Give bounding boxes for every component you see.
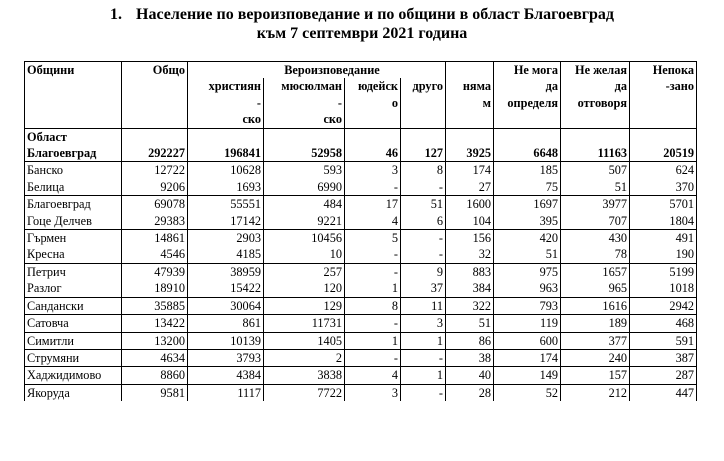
table-cell: 4185 <box>188 246 264 263</box>
table-cell: 6990 <box>264 179 345 196</box>
municipality-name: Благоевград <box>25 196 122 213</box>
header-ne-zhelaya: Не желая <box>561 62 630 79</box>
table-cell: 51 <box>401 196 446 213</box>
table-cell: 10139 <box>188 332 264 349</box>
table-cell: 8860 <box>122 367 188 384</box>
table-cell: 257 <box>264 263 345 280</box>
population-religion-table <box>24 61 697 401</box>
table-cell: 1 <box>345 280 401 297</box>
table-cell: 3977 <box>561 196 630 213</box>
municipality-name: Разлог <box>25 280 122 297</box>
municipality-name: Гърмен <box>25 230 122 247</box>
table-cell: 591 <box>630 332 697 349</box>
table-row <box>25 280 697 297</box>
table-cell: 189 <box>561 315 630 332</box>
table-cell: 174 <box>446 162 494 179</box>
region-label-row <box>25 128 697 145</box>
table-cell: 1018 <box>630 280 697 297</box>
table-cell: 46 <box>345 145 401 162</box>
table-cell: 447 <box>630 384 697 401</box>
table-cell: 1405 <box>264 332 345 349</box>
table-cell: 51 <box>494 246 561 263</box>
table-cell: 4 <box>345 367 401 384</box>
table-cell: 129 <box>264 297 345 314</box>
table-cell: 6648 <box>494 145 561 162</box>
table-cell: 38959 <box>188 263 264 280</box>
table-cell: 38 <box>446 349 494 366</box>
municipality-name: Сандански <box>25 297 122 314</box>
table-cell: 8 <box>345 297 401 314</box>
table-cell: 861 <box>188 315 264 332</box>
table-cell: 2 <box>264 349 345 366</box>
table-cell: 47939 <box>122 263 188 280</box>
table-cell: 4384 <box>188 367 264 384</box>
table-cell: 4 <box>345 213 401 230</box>
table-cell: 8 <box>401 162 446 179</box>
table-cell: 6 <box>401 213 446 230</box>
table-cell: 9206 <box>122 179 188 196</box>
municipality-rows <box>25 162 697 401</box>
table-row <box>25 332 697 349</box>
header-ne-moga: Не мога <box>494 62 561 79</box>
table-cell: 240 <box>561 349 630 366</box>
table-cell: 1804 <box>630 213 697 230</box>
table-cell: 322 <box>446 297 494 314</box>
table-cell: 15422 <box>188 280 264 297</box>
table-cell: 10 <box>264 246 345 263</box>
municipality-name: Сатовча <box>25 315 122 332</box>
table-cell: 11731 <box>264 315 345 332</box>
table-cell: 3793 <box>188 349 264 366</box>
table-title-line-1 <box>0 5 724 24</box>
table-cell: 52 <box>494 384 561 401</box>
table-cell: 78 <box>561 246 630 263</box>
table-cell: 593 <box>264 162 345 179</box>
table-cell: 1697 <box>494 196 561 213</box>
table-cell: 1117 <box>188 384 264 401</box>
table-row <box>25 315 697 332</box>
header-veroizpovedanie: Вероизповедание <box>264 62 401 79</box>
table-cell: 13422 <box>122 315 188 332</box>
table-cell: 17142 <box>188 213 264 230</box>
table-cell: 12722 <box>122 162 188 179</box>
table-cell: 965 <box>561 280 630 297</box>
table-cell: - <box>345 263 401 280</box>
table-cell: 11163 <box>561 145 630 162</box>
table-cell: 5199 <box>630 263 697 280</box>
municipality-name: Петрич <box>25 263 122 280</box>
table-cell: 11 <box>401 297 446 314</box>
table-cell: 9581 <box>122 384 188 401</box>
table-cell: 104 <box>446 213 494 230</box>
table-cell: 174 <box>494 349 561 366</box>
table-cell: 1 <box>345 332 401 349</box>
table-cell: 13200 <box>122 332 188 349</box>
table-cell: 1 <box>401 367 446 384</box>
table-cell: 149 <box>494 367 561 384</box>
header-myusyulmansko: мюсюлман <box>264 78 345 94</box>
table-cell: - <box>401 230 446 247</box>
header-row-4: ско ско <box>25 111 697 128</box>
table-cell: 377 <box>561 332 630 349</box>
table-cell: 484 <box>264 196 345 213</box>
table-cell: - <box>345 246 401 263</box>
table-cell: 69078 <box>122 196 188 213</box>
municipality-name: Гоце Делчев <box>25 213 122 230</box>
table-cell: 370 <box>630 179 697 196</box>
header-nepokazano: Непока <box>630 62 697 79</box>
municipality-name: Струмяни <box>25 349 122 366</box>
table-row <box>25 297 697 314</box>
municipality-name: Банско <box>25 162 122 179</box>
table-cell: 384 <box>446 280 494 297</box>
table-cell: 10456 <box>264 230 345 247</box>
table-cell: 196841 <box>188 145 264 162</box>
table-cell: 395 <box>494 213 561 230</box>
table-cell: 55551 <box>188 196 264 213</box>
table-cell: 51 <box>446 315 494 332</box>
table-cell: 491 <box>630 230 697 247</box>
table-cell: 86 <box>446 332 494 349</box>
table-cell: 1693 <box>188 179 264 196</box>
table-cell: 29383 <box>122 213 188 230</box>
table-cell: 1657 <box>561 263 630 280</box>
table-cell: 507 <box>561 162 630 179</box>
table-cell: - <box>345 315 401 332</box>
table-row <box>25 349 697 366</box>
table-cell: 190 <box>630 246 697 263</box>
municipality-name: Симитли <box>25 332 122 349</box>
table-cell: 468 <box>630 315 697 332</box>
region-name: Област <box>25 128 122 145</box>
table-cell: 37 <box>401 280 446 297</box>
municipality-name: Хаджидимово <box>25 367 122 384</box>
table-cell: 14861 <box>122 230 188 247</box>
table-cell: 963 <box>494 280 561 297</box>
table-cell: 707 <box>561 213 630 230</box>
header-obshto: Общо <box>122 62 188 79</box>
municipality-name: Якоруда <box>25 384 122 401</box>
table-cell: 18910 <box>122 280 188 297</box>
table-title-line-2: към 7 септември 2021 година <box>256 25 468 42</box>
table-cell: 3838 <box>264 367 345 384</box>
table-cell: 120 <box>264 280 345 297</box>
table-row <box>25 179 697 196</box>
header-yudeysko: юдейск <box>345 78 401 94</box>
table-cell: - <box>345 179 401 196</box>
table-cell: 51 <box>561 179 630 196</box>
table-cell: 420 <box>494 230 561 247</box>
table-cell: 7722 <box>264 384 345 401</box>
table-cell: 30064 <box>188 297 264 314</box>
table-cell: 40 <box>446 367 494 384</box>
table-cell: - <box>401 384 446 401</box>
table-cell: 52958 <box>264 145 345 162</box>
table-cell: 32 <box>446 246 494 263</box>
table-cell: 3 <box>345 162 401 179</box>
table-cell: 127 <box>401 145 446 162</box>
table-cell: 20519 <box>630 145 697 162</box>
table-cell: 5701 <box>630 196 697 213</box>
header-row-2: християн мюсюлман юдейск друго няма да да -зано <box>25 78 697 94</box>
table-cell: 185 <box>494 162 561 179</box>
table-cell: - <box>345 349 401 366</box>
table-row <box>25 162 697 179</box>
table-cell: 10628 <box>188 162 264 179</box>
table-cell: 17 <box>345 196 401 213</box>
header-drugo: друго <box>401 78 446 94</box>
table-row <box>25 230 697 247</box>
table-cell: 9 <box>401 263 446 280</box>
table-row <box>25 263 697 280</box>
header-obshtini: Общини <box>25 62 122 79</box>
table-cell: 793 <box>494 297 561 314</box>
table-cell: 4546 <box>122 246 188 263</box>
table-row <box>25 384 697 401</box>
table-cell: 3925 <box>446 145 494 162</box>
table-cell: 2903 <box>188 230 264 247</box>
table-cell: 75 <box>494 179 561 196</box>
table-cell: 600 <box>494 332 561 349</box>
region-total-row: Благоевград 292227 196841 52958 46 127 3925 6648 11163 20519 <box>25 145 697 162</box>
table-cell: 9221 <box>264 213 345 230</box>
table-cell: 883 <box>446 263 494 280</box>
table-cell: 624 <box>630 162 697 179</box>
table-cell: 1600 <box>446 196 494 213</box>
table-cell: 3 <box>345 384 401 401</box>
municipality-name: Белица <box>25 179 122 196</box>
table-cell: 119 <box>494 315 561 332</box>
table-cell: 287 <box>630 367 697 384</box>
table-cell: 156 <box>446 230 494 247</box>
table-cell: 4634 <box>122 349 188 366</box>
table-row <box>25 246 697 263</box>
table-row <box>25 196 697 213</box>
table-cell: 1616 <box>561 297 630 314</box>
table-cell: - <box>401 179 446 196</box>
table-cell: 35885 <box>122 297 188 314</box>
table-cell: 3 <box>401 315 446 332</box>
table-cell: 975 <box>494 263 561 280</box>
table-cell: 28 <box>446 384 494 401</box>
table-title: Население по вероизповедание и по общини в област Благоевград <box>136 6 614 23</box>
table-cell: 2942 <box>630 297 697 314</box>
table-cell: 387 <box>630 349 697 366</box>
header-row-1 <box>25 62 697 79</box>
header-nyamam: няма <box>446 78 494 94</box>
table-cell: 5 <box>345 230 401 247</box>
header-row-3: - - о м определя отговоря <box>25 95 697 111</box>
table-cell: - <box>401 246 446 263</box>
table-cell: 430 <box>561 230 630 247</box>
table-cell: 212 <box>561 384 630 401</box>
municipality-name: Кресна <box>25 246 122 263</box>
table-cell: 1 <box>401 332 446 349</box>
table-cell: 157 <box>561 367 630 384</box>
table-row <box>25 213 697 230</box>
header-hristiyansko: християн <box>188 78 264 94</box>
table-cell: 27 <box>446 179 494 196</box>
table-cell: 292227 <box>122 145 188 162</box>
table-cell: - <box>401 349 446 366</box>
table-row <box>25 367 697 384</box>
table-number: 1. <box>110 6 123 23</box>
